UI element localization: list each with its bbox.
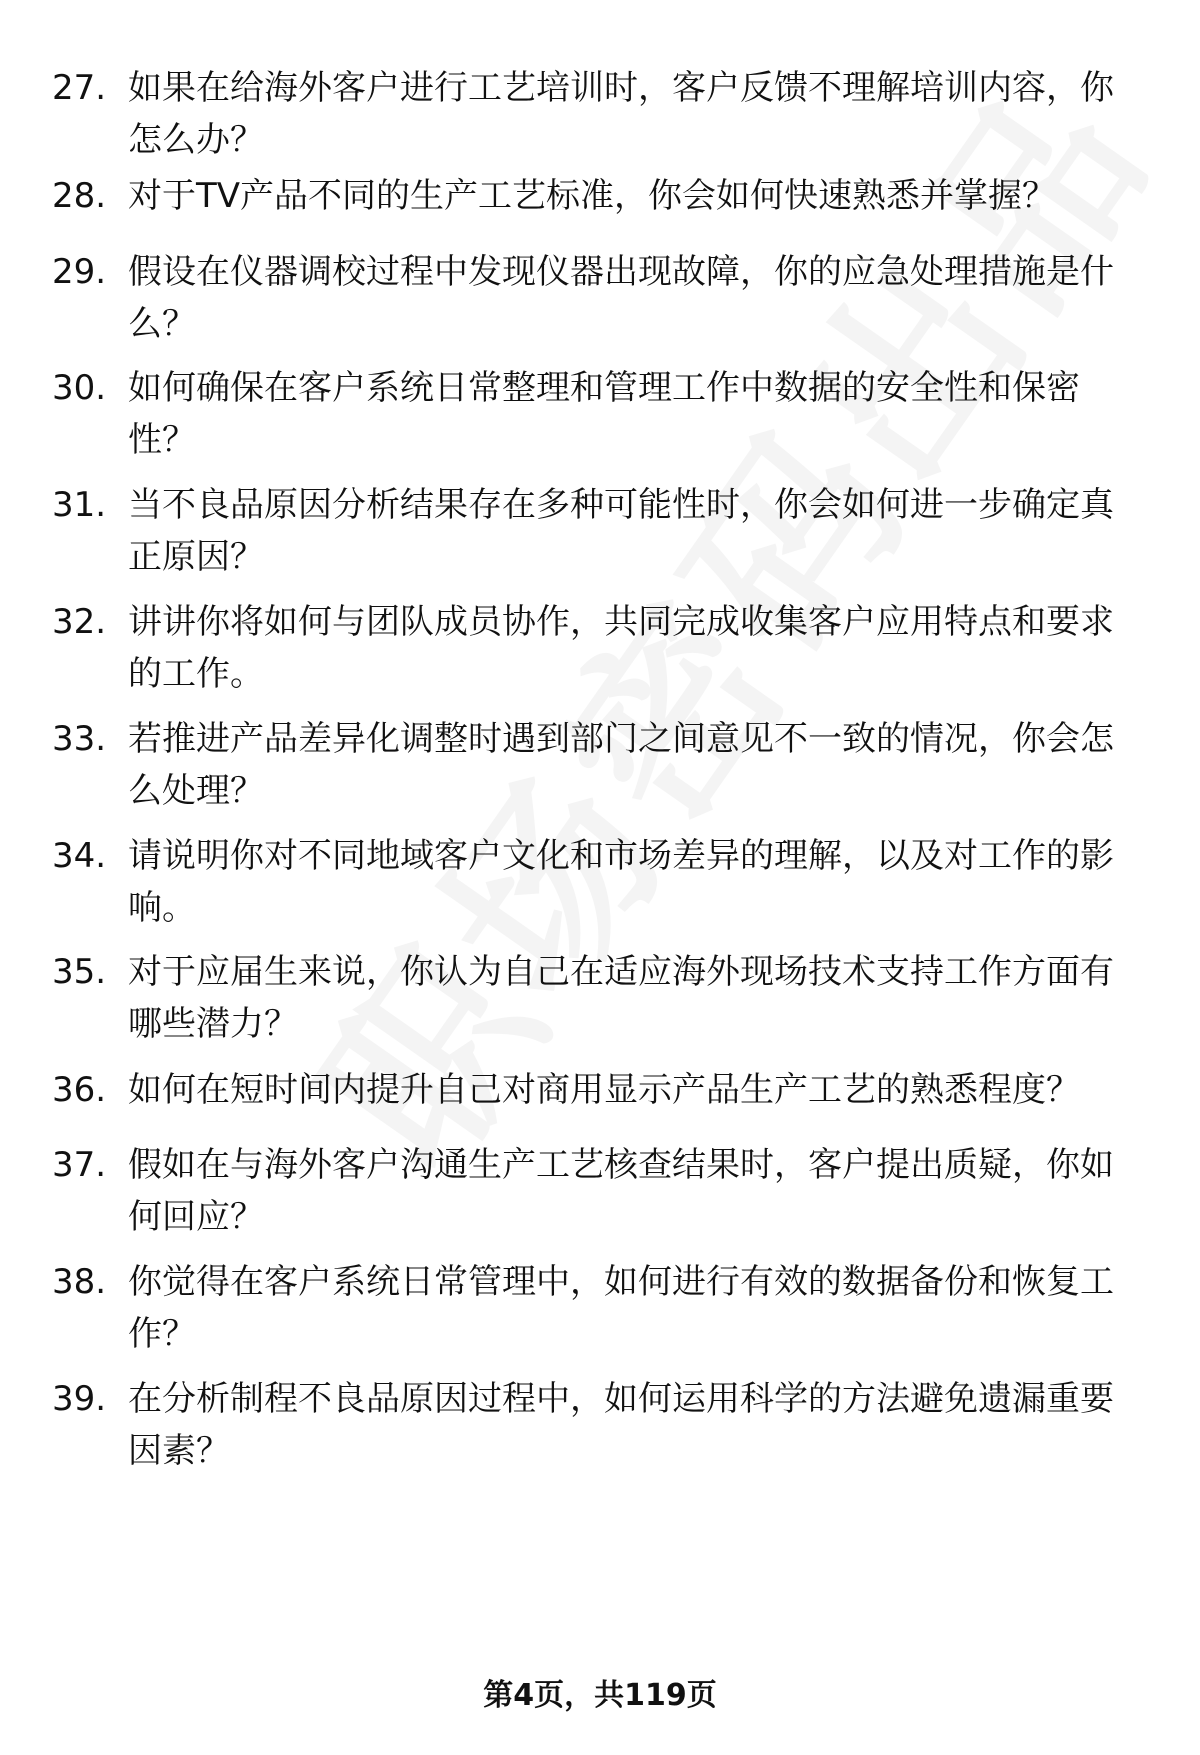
question-text: 在分析制程不良品原因过程中，如何运用科学的方法避免遗漏重要因素？ xyxy=(128,1379,1114,1471)
question-number: 32. xyxy=(52,602,107,642)
question-text: 假如在与海外客户沟通生产工艺核查结果时，客户提出质疑，你如何回应？ xyxy=(128,1145,1114,1237)
question-text: 当不良品原因分析结果存在多种可能性时，你会如何进一步确定真正原因？ xyxy=(128,485,1114,577)
question-number: 35. xyxy=(52,952,107,992)
question-number: 38. xyxy=(52,1262,107,1302)
page-footer: 第4页，共119页 xyxy=(483,1678,717,1713)
question-text: 如何确保在客户系统日常整理和管理工作中数据的安全性和保密性？ xyxy=(128,368,1080,460)
question-number: 27. xyxy=(52,68,107,108)
question-text: 对于TV产品不同的生产工艺标准，你会如何快速熟悉并掌握？ xyxy=(128,176,1057,216)
question-number: 37. xyxy=(52,1145,107,1185)
question-text: 如何在短时间内提升自己对商用显示产品生产工艺的熟悉程度？ xyxy=(128,1070,1080,1110)
question-number: 33. xyxy=(52,719,107,759)
question-number: 28. xyxy=(52,176,107,216)
question-number: 36. xyxy=(52,1070,107,1110)
question-number: 30. xyxy=(52,368,107,408)
question-text: 如果在给海外客户进行工艺培训时，客户反馈不理解培训内容，你怎么办？ xyxy=(128,68,1114,160)
question-text: 请说明你对不同地域客户文化和市场差异的理解，以及对工作的影响。 xyxy=(128,836,1114,928)
question-text: 假设在仪器调校过程中发现仪器出现故障，你的应急处理措施是什么？ xyxy=(128,252,1114,344)
question-number: 31. xyxy=(52,485,107,525)
question-text: 对于应届生来说，你认为自己在适应海外现场技术支持工作方面有哪些潜力？ xyxy=(128,952,1114,1044)
question-number: 34. xyxy=(52,836,107,876)
question-number: 29. xyxy=(52,252,107,292)
question-text: 你觉得在客户系统日常管理中，如何进行有效的数据备份和恢复工作？ xyxy=(128,1262,1114,1354)
question-number: 39. xyxy=(52,1379,107,1419)
question-text: 讲讲你将如何与团队成员协作，共同完成收集客户应用特点和要求的工作。 xyxy=(128,602,1114,694)
question-text: 若推进产品差异化调整时遇到部门之间意见不一致的情况，你会怎么处理？ xyxy=(128,719,1114,811)
